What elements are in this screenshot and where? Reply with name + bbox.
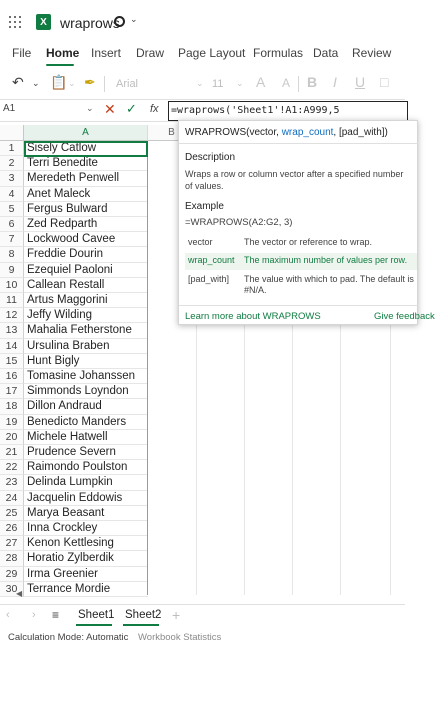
calculation-mode-status[interactable]: Calculation Mode: Automatic — [8, 632, 129, 643]
previous-sheet-icon[interactable]: ‹ — [6, 609, 10, 621]
row-header[interactable]: 26 — [0, 521, 24, 536]
font-name-select[interactable]: Arial — [116, 78, 139, 90]
enter-formula-icon[interactable]: ✓ — [126, 101, 137, 116]
cell-a[interactable]: Kenon Kettlesing — [24, 536, 148, 551]
row-header[interactable]: 13 — [0, 323, 24, 338]
row-header[interactable]: 18 — [0, 399, 24, 414]
sheet-tab-sheet1[interactable]: Sheet1 — [78, 609, 115, 621]
scroll-left-arrow-icon[interactable]: ◀ — [16, 589, 23, 598]
learn-more-link[interactable]: Learn more about WRAPROWS — [185, 311, 321, 322]
cell-a[interactable]: Ursulina Braben — [24, 339, 148, 354]
example-text: =WRAPROWS(A2:G2, 3) — [185, 217, 293, 228]
active-tab-indicator — [46, 64, 74, 66]
paste-dropdown-icon[interactable]: ⌄ — [68, 78, 76, 88]
sheet-tab-bar — [0, 604, 405, 626]
cell-a[interactable]: Meredeth Penwell — [24, 171, 148, 186]
add-sheet-button[interactable]: + — [172, 607, 181, 623]
decrease-font-size-button[interactable]: A — [282, 76, 291, 90]
argument-description: The vector or reference to wrap. — [244, 237, 373, 247]
row-header[interactable]: 20 — [0, 430, 24, 445]
font-dropdown-icon[interactable]: ⌄ — [196, 78, 204, 88]
underline-button[interactable]: U — [355, 74, 366, 90]
cell-a[interactable]: Horatio Zylberdik — [24, 551, 148, 566]
excel-logo-icon: X — [36, 14, 51, 30]
row-header[interactable]: 8 — [0, 247, 24, 262]
paste-icon[interactable]: 📋 — [50, 74, 68, 90]
row-header[interactable]: 3 — [0, 171, 24, 186]
row-header[interactable]: 15 — [0, 354, 24, 369]
tab-insert[interactable]: Insert — [91, 46, 122, 60]
give-feedback-link[interactable]: Give feedback — [374, 311, 435, 322]
row-header[interactable]: 4 — [0, 187, 24, 202]
name-box[interactable]: A1 — [3, 103, 16, 114]
description-heading: Description — [185, 152, 236, 163]
argument-name: wrap_count — [188, 255, 235, 265]
row-header[interactable]: 11 — [0, 293, 24, 308]
chevron-down-icon[interactable]: ⌄ — [130, 14, 138, 24]
column-header-b[interactable]: B — [148, 125, 196, 141]
row-header[interactable]: 29 — [0, 567, 24, 582]
home-toolbar — [0, 68, 405, 100]
cell-a[interactable]: Dillon Andraud — [24, 399, 148, 414]
row-header[interactable]: 10 — [0, 278, 24, 293]
cell-a[interactable]: Fergus Bulward — [24, 202, 148, 217]
app-launcher-icon[interactable] — [9, 16, 21, 28]
row-header[interactable]: 25 — [0, 506, 24, 521]
argument-row — [185, 235, 417, 252]
cell-a[interactable]: Hunt Bigly — [24, 354, 148, 369]
cell-a[interactable]: Prudence Severn — [24, 445, 148, 460]
workbook-statistics-button[interactable]: Workbook Statistics — [138, 632, 222, 643]
argument-row-active — [185, 253, 417, 270]
argument-name: vector — [188, 237, 213, 247]
sheet-tab-indicator — [123, 624, 159, 626]
cell-a[interactable]: Terri Benedite — [24, 156, 148, 171]
cell-a[interactable]: Callean Restall — [24, 278, 148, 293]
sheet-tab-indicator — [76, 624, 112, 626]
cell-a[interactable]: Terrance Mordie — [24, 582, 148, 597]
signature-arg-vector: vector, — [249, 127, 282, 138]
format-painter-icon[interactable]: ✒ — [84, 74, 96, 90]
argument-description: The value with which to pad. The default is #N/A. — [244, 274, 414, 295]
row-header[interactable]: 12 — [0, 308, 24, 323]
row-header[interactable]: 30 — [0, 582, 24, 597]
cell-a[interactable]: Benedicto Manders — [24, 415, 148, 430]
argument-name: [pad_with] — [188, 274, 230, 284]
row-header[interactable]: 24 — [0, 491, 24, 506]
column-a-border — [147, 141, 148, 595]
tab-formulas[interactable]: Formulas — [253, 46, 304, 60]
cell-a[interactable]: Freddie Dourin — [24, 247, 148, 262]
select-all-corner[interactable] — [0, 125, 24, 141]
signature-function-name: WRAPROWS( — [185, 127, 250, 138]
row-header[interactable]: 22 — [0, 460, 24, 475]
tab-page-layout[interactable]: Page Layout — [178, 46, 246, 60]
name-box-dropdown-icon[interactable]: ⌄ — [86, 103, 94, 113]
row-header[interactable]: 1 — [0, 141, 24, 156]
cell-a[interactable]: Anet Maleck — [24, 187, 148, 202]
italic-button[interactable]: I — [333, 74, 337, 90]
font-size-select[interactable]: 11 — [212, 78, 224, 90]
argument-description: The maximum number of values per row. — [244, 255, 408, 265]
undo-dropdown-icon[interactable]: ⌄ — [32, 78, 40, 88]
row-header[interactable]: 23 — [0, 475, 24, 490]
signature-arg-wrap-count: wrap_count — [281, 127, 334, 138]
row-header[interactable]: 27 — [0, 536, 24, 551]
argument-row — [185, 272, 417, 300]
cell-a[interactable]: Raimondo Poulston — [24, 460, 148, 475]
toolbar-divider — [298, 76, 299, 92]
row-header[interactable]: 16 — [0, 369, 24, 384]
function-tooltip — [178, 120, 435, 325]
row-header[interactable]: 7 — [0, 232, 24, 247]
row-header[interactable]: 6 — [0, 217, 24, 232]
next-sheet-icon[interactable]: › — [32, 609, 36, 621]
cell-a[interactable]: Zed Redparth — [24, 217, 148, 232]
tooltip-divider — [179, 305, 419, 306]
row-header[interactable]: 9 — [0, 263, 24, 278]
function-signature — [185, 127, 388, 138]
tab-draw[interactable]: Draw — [136, 46, 165, 60]
tab-home[interactable]: Home — [46, 46, 80, 60]
sync-status-icon — [114, 16, 125, 27]
tab-file[interactable]: File — [12, 46, 32, 60]
tooltip-divider — [179, 143, 419, 144]
row-header[interactable]: 2 — [0, 156, 24, 171]
toolbar-divider — [104, 76, 105, 92]
cell-a[interactable]: Delinda Lumpkin — [24, 475, 148, 490]
tab-data[interactable]: Data — [313, 46, 339, 60]
horizontal-scrollbar[interactable] — [24, 592, 405, 600]
all-sheets-menu-icon[interactable]: ≡ — [52, 608, 60, 622]
active-cell-outline — [24, 141, 148, 157]
cell-a[interactable]: Michele Hatwell — [24, 430, 148, 445]
row-header[interactable]: 17 — [0, 384, 24, 399]
formula-input[interactable]: =wraprows('Sheet1'!A1:A999,5 — [168, 101, 408, 121]
cell-a[interactable]: Ezequiel Paoloni — [24, 263, 148, 278]
cell-a[interactable]: Lockwood Cavee — [24, 232, 148, 247]
cell-a[interactable]: Jeffy Wilding — [24, 308, 148, 323]
cell-a[interactable]: Sisely Catlow — [24, 141, 148, 156]
row-header[interactable]: 19 — [0, 415, 24, 430]
status-bar — [0, 630, 405, 646]
title-bar — [0, 0, 405, 44]
cell-a[interactable]: Simmonds Loyndon — [24, 384, 148, 399]
row-header[interactable]: 21 — [0, 445, 24, 460]
insert-function-button[interactable]: fx — [150, 103, 159, 115]
row-header[interactable]: 14 — [0, 339, 24, 354]
cell-a[interactable]: Artus Maggorini — [24, 293, 148, 308]
example-heading: Example — [185, 201, 224, 212]
cancel-formula-icon[interactable]: ✕ — [104, 101, 116, 117]
cell-a[interactable]: Jacquelin Eddowis — [24, 491, 148, 506]
cell-a[interactable]: Tomasine Johanssen — [24, 369, 148, 384]
document-title[interactable]: wraprows — [60, 15, 120, 31]
row-header[interactable]: 28 — [0, 551, 24, 566]
increase-font-size-button[interactable]: A — [256, 74, 266, 90]
ribbon-tabs — [0, 44, 405, 66]
signature-arg-pad-with: , [pad_with]) — [333, 127, 388, 138]
formula-bar — [0, 100, 405, 122]
tab-review[interactable]: Review — [352, 46, 392, 60]
cell-a[interactable]: Marya Beasant — [24, 506, 148, 521]
undo-icon[interactable]: ↶ — [12, 74, 24, 90]
sheet-tab-sheet2[interactable]: Sheet2 — [125, 609, 162, 621]
description-text: Wraps a row or column vector after a specified number of values. — [185, 169, 404, 191]
cell-a[interactable]: Inna Crockley — [24, 521, 148, 536]
bold-button[interactable]: B — [307, 74, 318, 90]
strikethrough-icon[interactable]: □ — [380, 74, 389, 90]
column-header-a[interactable]: A — [24, 125, 148, 141]
cell-a[interactable]: Irma Greenier — [24, 567, 148, 582]
size-dropdown-icon[interactable]: ⌄ — [236, 78, 244, 88]
cell-a[interactable]: Mahalia Fetherstone — [24, 323, 148, 338]
row-header[interactable]: 5 — [0, 202, 24, 217]
